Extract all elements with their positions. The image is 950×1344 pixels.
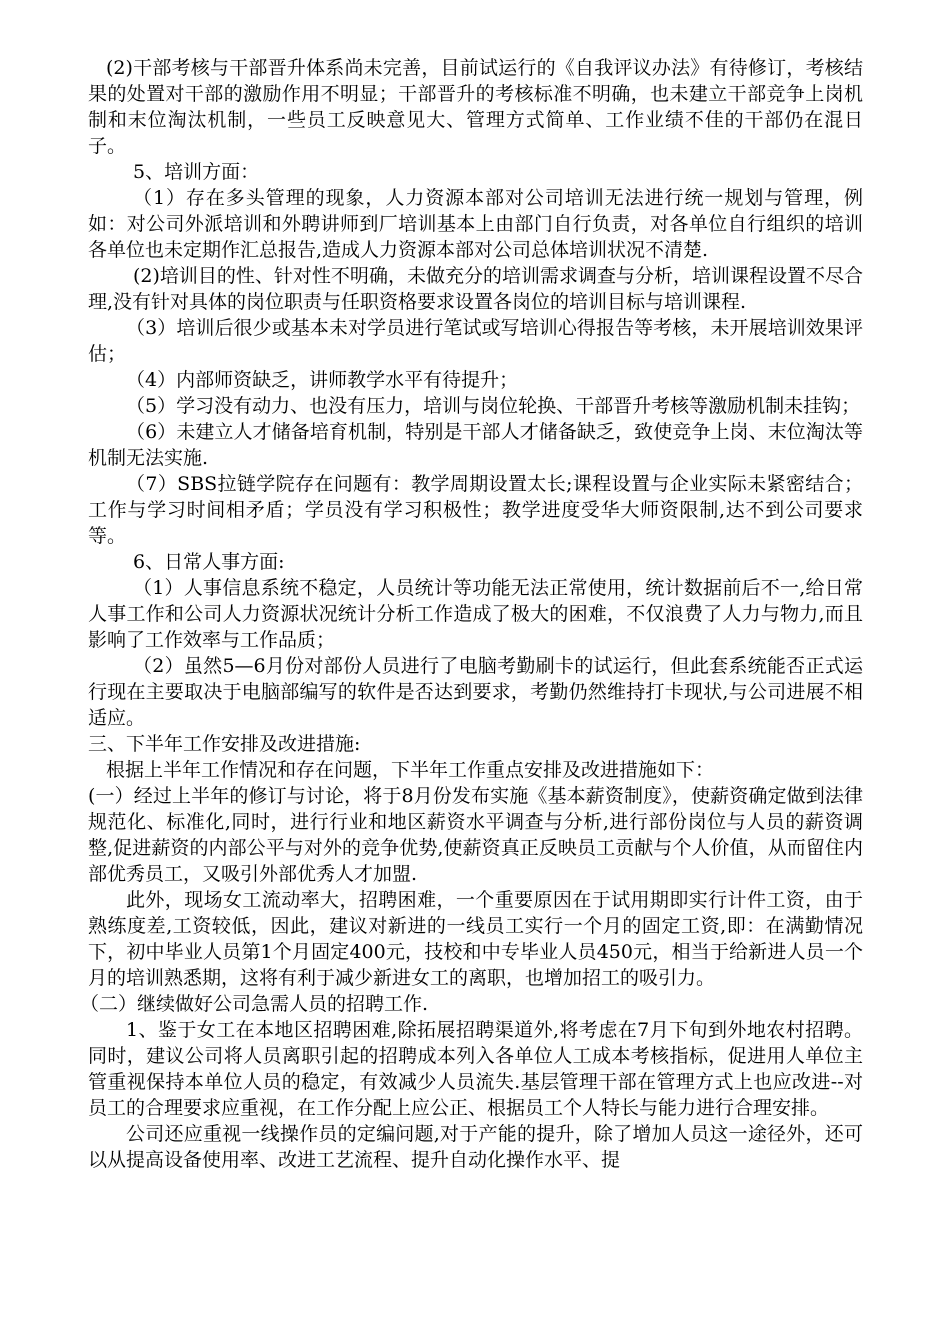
paragraph-training-6: （6）未建立人才储备培育机制，特别是干部人才储备缺乏，致使竞争上岗、末位淘汰等机制无法实施.	[88, 421, 863, 469]
heading-daily-hr: 6、日常人事方面:	[133, 551, 285, 573]
paragraph-recruitment-1: 1、鉴于女工在本地区招聘困难,除拓展招聘渠道外,将考虑在7月下旬到外地农村招聘。同时，建议公司将人员离职引起的招聘成本列入各单位人工成本考核指标，促进用人单位主管重视保持本单位人员的稳定，有效减少人员流失.基层管理干部在管理方式上也应改进--对员工的合理要求应重视，在工作分配上应公正、根据员工个人特长与能力进行合理安排。	[88, 1019, 863, 1119]
paragraph-daily-hr-1: （1）人事信息系统不稳定，人员统计等功能无法正常使用，统计数据前后不一,给日常人事工作和公司人力资源状况统计分析工作造成了极大的困难，不仅浪费了人力与物力,而且影响了工作效率与工作品质；	[88, 577, 863, 651]
paragraph-training-2: (2)培训目的性、针对性不明确，未做充分的培训需求调查与分析，培训课程设置不尽合理,没有针对具体的岗位职责与任职资格要求设置各岗位的培训目标与培训课程.	[88, 265, 863, 313]
paragraph-plan-intro: 根据上半年工作情况和存在问题，下半年工作重点安排及改进措施如下：	[106, 759, 715, 781]
heading-training: 5、培训方面：	[133, 161, 260, 183]
paragraph-training-3: （3）培训后很少或基本未对学员进行笔试或写培训心得报告等考核，未开展培训效果评估；	[88, 317, 863, 365]
paragraph-training-5: （5）学习没有动力、也没有压力，培训与岗位轮换、干部晋升考核等激励机制未挂钩；	[126, 395, 861, 417]
paragraph-daily-hr-2: （2）虽然5—6月份对部份人员进行了电脑考勤刷卡的试运行，但此套系统能否正式运行现在主要取决于电脑部编写的软件是否达到要求，考勤仍然维持打卡现状,与公司进展不相适应。	[88, 655, 863, 729]
paragraph-training-7: （7）SBS拉链学院存在问题有：教学周期设置太长;课程设置与企业实际未紧密结合；工作与学习时间相矛盾；学员没有学习积极性；教学进度受华大师资限制,达不到公司要求等。	[88, 473, 863, 547]
paragraph-recruitment-staffing: 公司还应重视一线操作员的定编问题,对于产能的提升，除了增加人员这一途径外，还可以从提高设备使用率、改进工艺流程、提升自动化操作水平、提	[88, 1123, 863, 1171]
paragraph-training-4: （4）内部师资缺乏，讲师教学水平有待提升；	[126, 369, 519, 391]
paragraph-training-1: （1）存在多头管理的现象，人力资源本部对公司培训无法进行统一规划与管理，例如：对公司外派培训和外聘讲师到厂培训基本上由部门自行负责，对各单位自行组织的培训各单位也未定期作汇总报告,造成人力资源本部对公司总体培训状况不清楚.	[88, 187, 863, 261]
paragraph-cadre-assessment: (2)干部考核与干部晋升体系尚未完善，目前试运行的《自我评议办法》有待修订，考核结果的处置对干部的激励作用不明显；干部晋升的考核标准不明确，也未建立干部竞争上岗机制和末位淘汰机制，一些员工反映意见大、管理方式简单、工作业绩不佳的干部仍在混日子。	[88, 57, 863, 157]
heading-recruitment: （二）继续做好公司急需人员的招聘工作.	[80, 993, 429, 1015]
section-heading-h2-plan: 三、下半年工作安排及改进措施:	[88, 733, 361, 755]
paragraph-plan-female-workers: 此外，现场女工流动率大，招聘困难，一个重要原因在于试用期即实行计件工资，由于熟练度差,工资较低，因此，建议对新进的一线员工实行一个月的固定工资,即：在满勤情况下，初中毕业人员第1个月固定400元，技校和中专毕业人员450元，相当于给新进人员一个月的培训熟悉期，这将有利于减少新进女工的离职，也增加招工的吸引力。	[88, 889, 863, 989]
document-body	[80, 55, 863, 1173]
paragraph-plan-salary: (一）经过上半年的修订与讨论，将于8月份发布实施《基本薪资制度》，使薪资确定做到法律规范化、标准化,同时，进行行业和地区薪资水平调查与分析,进行部份岗位与人员的薪资调整,促进薪资的内部公平与对外的竞争优势,使薪资真正反映员工贡献与个人价值，从而留住内部优秀员工，又吸引外部优秀人才加盟.	[88, 785, 863, 885]
